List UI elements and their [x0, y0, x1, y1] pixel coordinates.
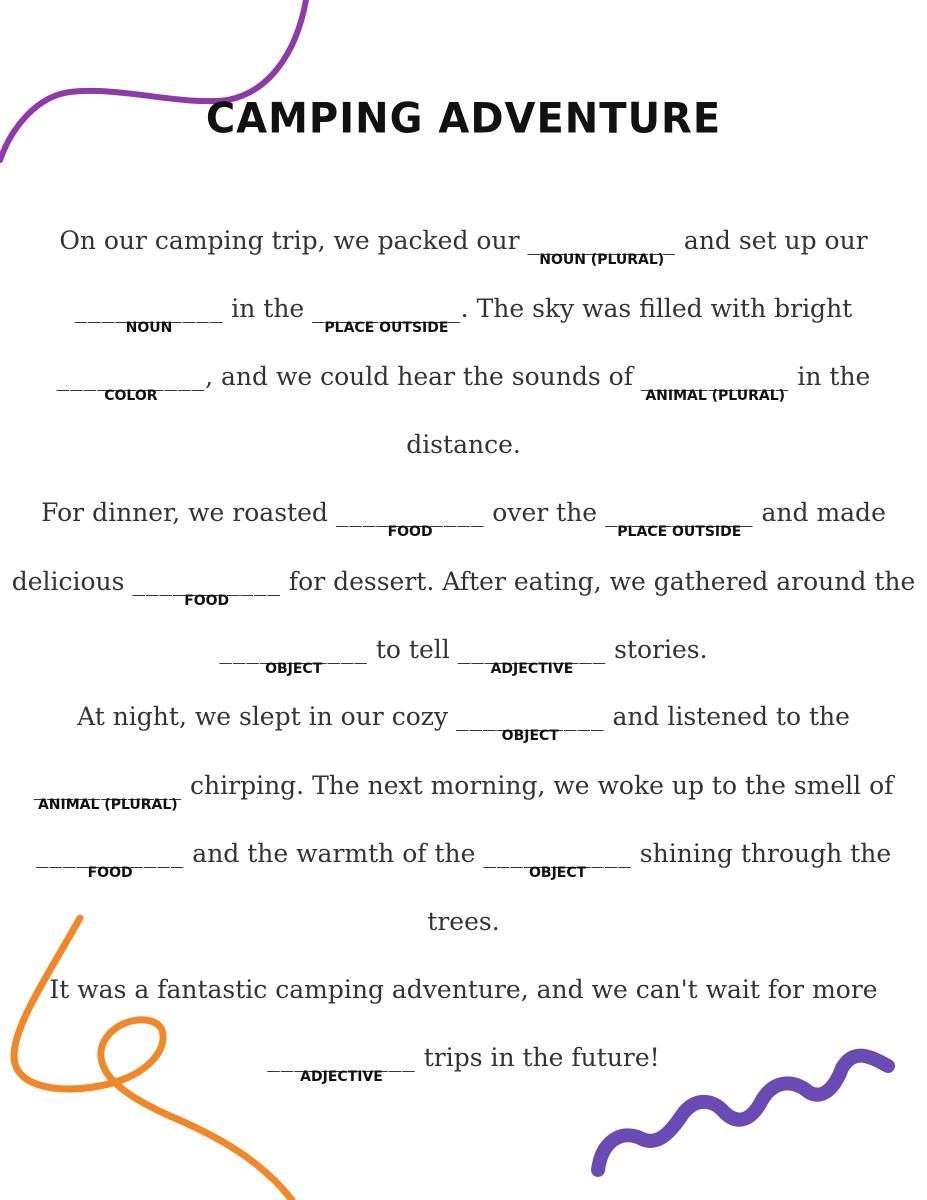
- story-line: [0, 565, 927, 609]
- blank-word-type-label: ADJECTIVE: [490, 661, 574, 677]
- blank-line: ___________: [56, 362, 206, 391]
- story-text: stories.: [606, 635, 708, 664]
- fill-in-blank[interactable]: [35, 837, 185, 881]
- story-text: for dessert. After eating, we gathered around the: [280, 567, 916, 596]
- story-line: [0, 905, 927, 939]
- story-line: [0, 1041, 927, 1085]
- page-title: CAMPING ADVENTURE: [205, 94, 722, 144]
- story-text: trips in the future!: [415, 1043, 660, 1072]
- fill-in-blank[interactable]: [457, 633, 607, 677]
- blank-line: ___________: [605, 498, 754, 527]
- blank-word-type-label: COLOR: [104, 388, 158, 404]
- story-text: For dinner, we roasted: [41, 498, 336, 527]
- story-text: in the: [223, 294, 313, 323]
- blank-line: ___________: [640, 362, 790, 391]
- fill-in-blank[interactable]: [33, 769, 183, 813]
- fill-in-blank[interactable]: [312, 292, 461, 336]
- blank-word-type-label: ANIMAL (PLURAL): [645, 388, 786, 404]
- story-text: . The sky was filled with bright: [460, 294, 853, 323]
- fill-in-blank[interactable]: [640, 360, 790, 404]
- fill-in-blank[interactable]: [267, 1041, 416, 1085]
- blank-line: ___________: [457, 635, 607, 664]
- fill-in-blank[interactable]: [483, 837, 632, 881]
- fill-in-blank[interactable]: [527, 224, 676, 268]
- story-line: [0, 292, 927, 336]
- blank-word-type-label: OBJECT: [529, 865, 587, 881]
- story-text: to tell: [367, 635, 458, 664]
- blank-word-type-label: PLACE OUTSIDE: [617, 524, 742, 540]
- blank-word-type-label: FOOD: [387, 524, 433, 540]
- story-text: , and we could hear the sounds of: [205, 362, 641, 391]
- fill-in-blank[interactable]: [456, 700, 605, 744]
- story-line: [0, 633, 927, 677]
- story-line: [0, 496, 927, 540]
- blank-word-type-label: ANIMAL (PLURAL): [37, 797, 178, 813]
- blank-line: ___________: [312, 294, 461, 323]
- blank-word-type-label: OBJECT: [501, 728, 559, 744]
- story-text: shining through the: [631, 839, 892, 868]
- story-text: delicious: [11, 567, 133, 596]
- story-text: in the: [789, 362, 871, 391]
- fill-in-blank[interactable]: [56, 360, 206, 404]
- blank-line: ___________: [456, 702, 605, 731]
- blank-line: ___________: [33, 771, 183, 800]
- blank-line: ___________: [335, 498, 485, 527]
- blank-word-type-label: FOOD: [184, 593, 230, 609]
- blank-line: ___________: [74, 294, 224, 323]
- story-line: [0, 973, 927, 1007]
- story-text: At night, we slept in our cozy: [77, 702, 456, 731]
- blank-word-type-label: NOUN: [125, 320, 173, 336]
- story-line: [0, 700, 927, 744]
- blank-line: ___________: [267, 1043, 416, 1072]
- blank-line: ___________: [483, 839, 632, 868]
- blank-line: ___________: [35, 839, 185, 868]
- story-text: On our camping trip, we packed our: [59, 226, 528, 255]
- fill-in-blank[interactable]: [335, 496, 485, 540]
- fill-in-blank[interactable]: [219, 633, 368, 677]
- story-line: [0, 224, 927, 268]
- blank-word-type-label: ADJECTIVE: [300, 1069, 383, 1085]
- story-text: trees.: [427, 907, 500, 936]
- story-text: and the warmth of the: [184, 839, 484, 868]
- story-text: chirping. The next morning, we woke up to the smell of: [182, 771, 894, 800]
- story-line: [0, 360, 927, 404]
- blank-line: ___________: [527, 226, 676, 255]
- blank-word-type-label: NOUN (PLURAL): [539, 252, 665, 268]
- fill-in-blank[interactable]: [605, 496, 754, 540]
- story-line: [0, 769, 927, 813]
- blank-line: ___________: [219, 635, 368, 664]
- blank-word-type-label: OBJECT: [265, 661, 323, 677]
- story-text: It was a fantastic camping adventure, and we can't wait for more: [49, 975, 878, 1004]
- fill-in-blank[interactable]: [74, 292, 224, 336]
- story-line: [0, 837, 927, 881]
- story-line: [0, 428, 927, 462]
- blank-word-type-label: PLACE OUTSIDE: [324, 320, 449, 336]
- story-text: distance.: [406, 430, 521, 459]
- blank-line: ___________: [132, 567, 281, 596]
- story-text: and listened to the: [604, 702, 850, 731]
- story-text: and made: [753, 498, 886, 527]
- story-text: over the: [484, 498, 606, 527]
- blank-word-type-label: FOOD: [87, 865, 133, 881]
- story-text: and set up our: [675, 226, 868, 255]
- fill-in-blank[interactable]: [132, 565, 281, 609]
